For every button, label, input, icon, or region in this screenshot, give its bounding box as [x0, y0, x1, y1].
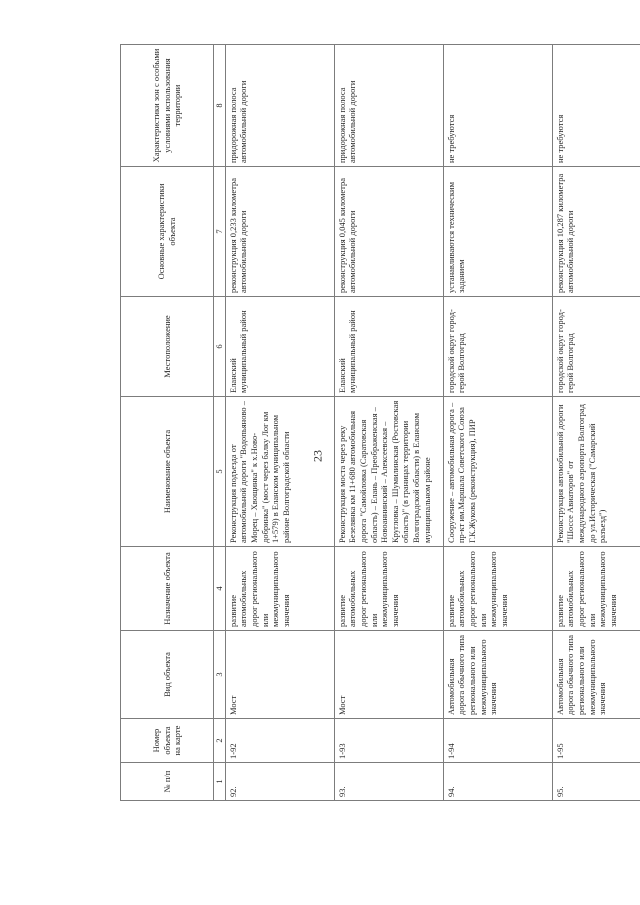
header-cell: Основные характеристики объекта	[121, 167, 214, 297]
column-number: 4	[214, 547, 226, 631]
column-number: 7	[214, 167, 226, 297]
row-number: 92.	[225, 763, 334, 801]
object-characteristics: реконструкция 0,233 километра автомобильной дороги	[225, 167, 334, 297]
row-number: 93.	[334, 763, 443, 801]
object-zones: придорожная полоса автомобильной дороги	[334, 45, 443, 167]
object-name: Сооружение – автомобильная дорога – пр-кт им.Маршала Советского Союза Г.К.Жукова (реконструкция), ПИР	[443, 397, 552, 547]
object-zones: не требуются	[443, 45, 552, 167]
object-purpose: развитие автомобильных дорог регионального или межмуниципального значения	[334, 547, 443, 631]
object-name: Реконструкция подъезда от автомобильной дороги "Водопьяново – Морец – Хвощинка" к х.Ново-добринка" (мост через балку Лог км 1+579) в Еланском муниципальном районе Волгоградской области	[225, 397, 334, 547]
object-name: Реконструкция моста через реку Безелянка км 11+680 автомобильная дорога "Самойловка (Саратовская область) – Елань – Преображенская – Новоаннинский – Алексеевская – Кругловка – Шумилинская (Ростовская область)" (в границах территории Волгоградской области) в Еланском муниципальном районе	[334, 397, 443, 547]
object-kind: Автомобильная дорога обычного типа регионального или межмуниципального значения	[443, 631, 552, 719]
object-location: городской округ город-герой Волгоград	[443, 297, 552, 397]
object-location: Еланский муниципальный район	[225, 297, 334, 397]
table-row	[443, 45, 552, 801]
column-number: 5	[214, 397, 226, 547]
object-characteristics: реконструкция 0,045 километра автомобильной дороги	[334, 167, 443, 297]
column-number: 8	[214, 45, 226, 167]
column-number: 6	[214, 297, 226, 397]
column-number: 3	[214, 631, 226, 719]
object-zones: придорожная полоса автомобильной дороги	[225, 45, 334, 167]
table-row	[552, 45, 640, 801]
object-zones: не требуются	[552, 45, 640, 167]
object-code: 1-92	[225, 719, 334, 763]
objects-table	[120, 44, 640, 801]
table-row	[225, 45, 334, 801]
object-characteristics: устанавливаются техническим заданием	[443, 167, 552, 297]
header-cell: № п/п	[121, 763, 214, 801]
row-number: 95.	[552, 763, 640, 801]
object-kind: Автомобильная дорога обычного типа регионального или межмуниципального значения	[552, 631, 640, 719]
page-number: 23	[310, 450, 325, 462]
object-purpose: развитие автомобильных дорог регионального или межмуниципального значения	[225, 547, 334, 631]
object-code: 1-94	[443, 719, 552, 763]
table-row	[334, 45, 443, 801]
header-cell: Назначение объекта	[121, 547, 214, 631]
header-cell: Номер объекта на карте	[121, 719, 214, 763]
object-name: Реконструкция автомобильной дороги "Шоссе Авиаторов" от международного аэропорта Волгоград до ул.Историческая ("Самарский разъезд")	[552, 397, 640, 547]
header-cell: Характеристики зон с особыми условиями использования территории	[121, 45, 214, 167]
column-number: 1	[214, 763, 226, 801]
object-kind: Мост	[334, 631, 443, 719]
object-purpose: развитие автомобильных дорог регионального или межмуниципального значения	[443, 547, 552, 631]
object-kind: Мост	[225, 631, 334, 719]
header-cell: Вид объекта	[121, 631, 214, 719]
object-location: городской округ город-герой Волгоград	[552, 297, 640, 397]
object-characteristics: реконструкция 10,287 километра автомобильной дороги	[552, 167, 640, 297]
row-number: 94.	[443, 763, 552, 801]
header-cell: Наименование объекта	[121, 397, 214, 547]
header-cell: Местоположение	[121, 297, 214, 397]
column-number: 2	[214, 719, 226, 763]
object-location: Еланский муниципальный район	[334, 297, 443, 397]
object-code: 1-95	[552, 719, 640, 763]
object-code: 1-93	[334, 719, 443, 763]
table-header-row	[121, 45, 214, 801]
object-purpose: развитие автомобильных дорог регионального или межмуниципального значения	[552, 547, 640, 631]
column-number-row	[214, 45, 226, 801]
